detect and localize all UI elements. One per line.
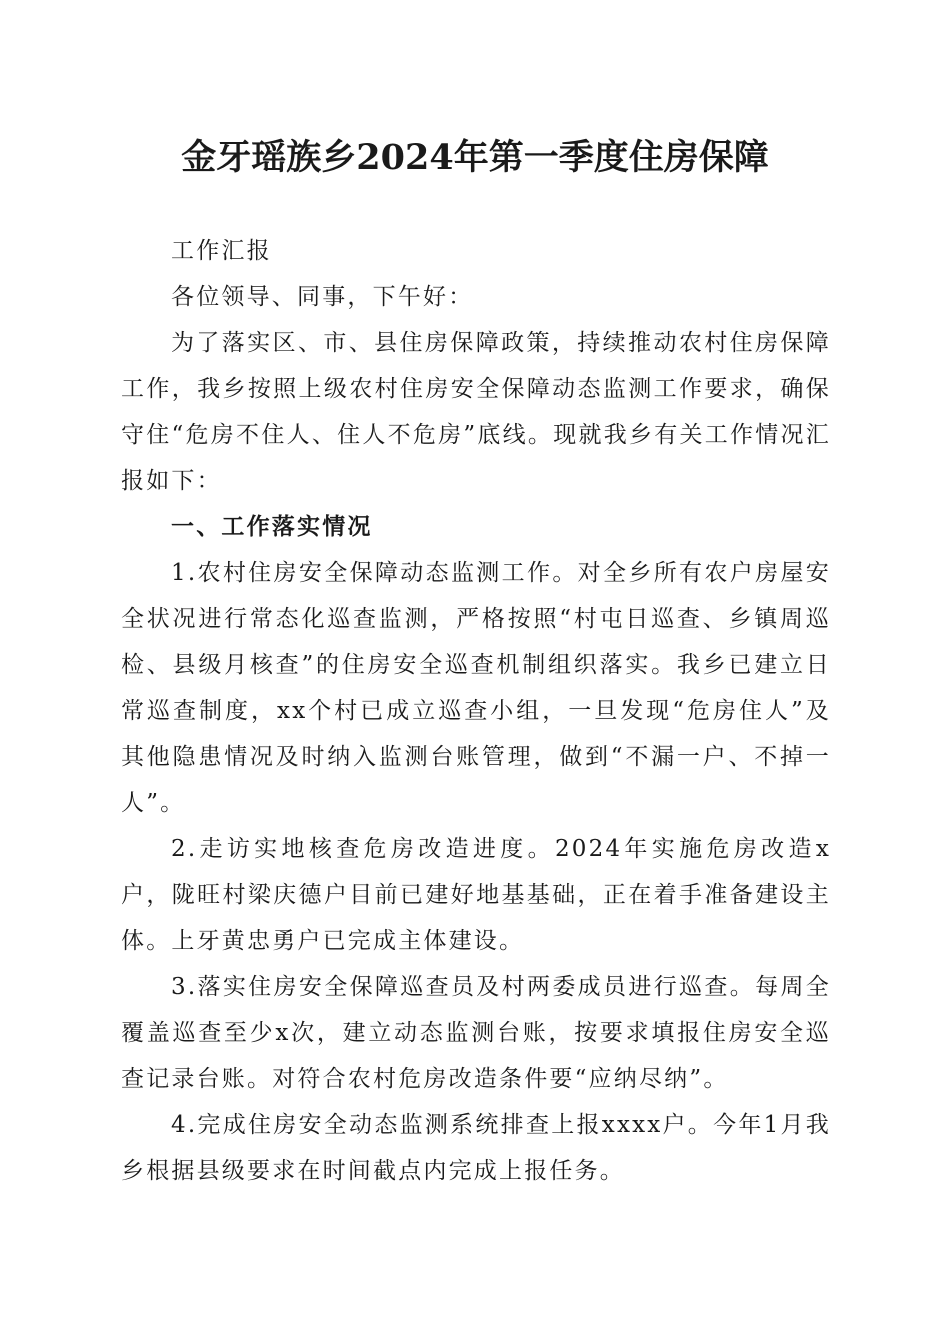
greeting-paragraph: 各位领导、同事，下午好： [171, 284, 474, 310]
list-item: 2.走访实地核查危房改造进度。2024年实施危房改造x户，陇旺村梁庆德户目前已建好地基基础，正在着手准备建设主体。上牙黄忠勇户已完成主体建设。 [121, 836, 831, 954]
document-title: 金牙瑶族乡2024年第一季度住房保障 [181, 137, 769, 178]
intro-paragraph: 为了落实区、市、县住房保障政策，持续推动农村住房保障工作，我乡按照上级农村住房安全保障动态监测工作要求，确保守住“危房不住人、住人不危房”底线。现就我乡有关工作情况汇报如下： [121, 330, 831, 494]
document-body [121, 228, 831, 1194]
document-subtitle: 工作汇报 [171, 238, 272, 264]
list-item: 4.完成住房安全动态监测系统排查上报xxxx户。今年1月我乡根据县级要求在时间截点内完成上报任务。 [121, 1112, 831, 1184]
section-heading: 一、工作落实情况 [171, 514, 373, 540]
list-item: 3.落实住房安全保障巡查员及村两委成员进行巡查。每周全覆盖巡查至少x次，建立动态监测台账，按要求填报住房安全巡查记录台账。对符合农村危房改造条件要“应纳尽纳”。 [121, 974, 831, 1092]
list-item: 1.农村住房安全保障动态监测工作。对全乡所有农户房屋安全状况进行常态化巡查监测，严格按照“村屯日巡查、乡镇周巡检、县级月核查”的住房安全巡查机制组织落实。我乡已建立日常巡查制度，xx个村已成立巡查小组，一旦发现“危房住人”及其他隐患情况及时纳入监测台账管理，做到“不漏一户、不掉一人”。 [121, 560, 831, 816]
